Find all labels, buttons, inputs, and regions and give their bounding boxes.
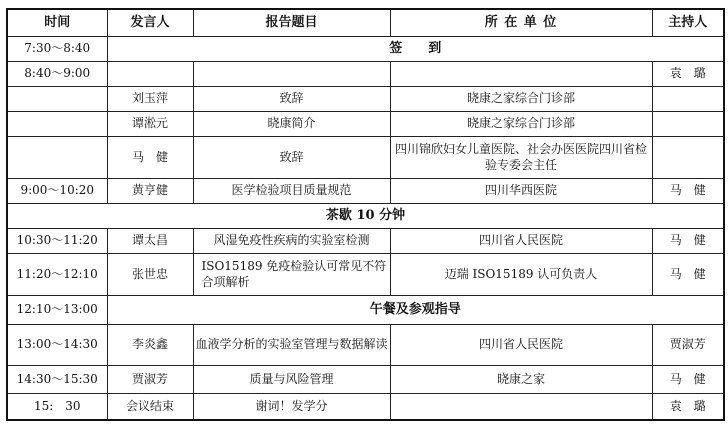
table-row [7, 295, 724, 324]
topic-cell: ISO15189 免疫检验认可常见不符合项解析 [193, 253, 390, 295]
speaker-cell: 刘玉萍 [107, 86, 193, 111]
speaker-cell: 黄亨健 [107, 178, 193, 203]
host-cell: 马 健 [652, 178, 724, 203]
speaker-cell: 会议结束 [107, 393, 193, 420]
table-row [7, 111, 724, 136]
time-cell: 15: 30 [7, 393, 107, 420]
time-cell: 11:20～12:10 [7, 253, 107, 295]
speaker-cell: 谭太昌 [107, 228, 193, 253]
host-cell: 袁 璐 [652, 61, 724, 86]
table-row [7, 228, 724, 253]
signin-cell: 签 到 [107, 36, 724, 61]
speaker-cell: 张世忠 [107, 253, 193, 295]
header-time: 时间 [7, 9, 107, 36]
time-cell: 8:40～9:00 [7, 61, 107, 86]
time-cell: 10:30～11:20 [7, 228, 107, 253]
unit-cell: 四川省人民医院 [390, 228, 652, 253]
host-cell: 马 健 [652, 365, 724, 393]
host-cell [652, 86, 724, 111]
topic-cell: 致辞 [193, 86, 390, 111]
host-cell [652, 111, 724, 136]
topic-cell: 医学检验项目质量规范 [193, 178, 390, 203]
speaker-cell: 谭淞元 [107, 111, 193, 136]
table-row [7, 324, 724, 365]
speaker-cell: 马 健 [107, 136, 193, 178]
time-cell: 9:00～10:20 [7, 178, 107, 203]
topic-cell: 晓康简介 [193, 111, 390, 136]
header-speaker: 发言人 [107, 9, 193, 36]
topic-cell: 致辞 [193, 136, 390, 178]
table-row [7, 393, 724, 420]
topic-cell: 血液学分析的实验室管理与数据解读 [193, 324, 390, 365]
unit-cell: 四川省人民医院 [390, 324, 652, 365]
topic-cell: 风湿免疫性疾病的实验室检测 [193, 228, 390, 253]
host-cell: 马 健 [652, 253, 724, 295]
speaker-cell [107, 61, 193, 86]
header-topic: 报告题目 [193, 9, 390, 36]
unit-cell [390, 393, 652, 420]
unit-cell: 四川华西医院 [390, 178, 652, 203]
speaker-cell: 贾淑芳 [107, 365, 193, 393]
time-cell: 13:00～14:30 [7, 324, 107, 365]
table-row [7, 203, 724, 228]
unit-cell: 迈瑞 ISO15189 认可负责人 [390, 253, 652, 295]
tea-break-cell: 茶歇 10 分钟 [7, 203, 724, 228]
time-cell: 7:30～8:40 [7, 36, 107, 61]
table-row [7, 178, 724, 203]
host-cell: 贾淑芳 [652, 324, 724, 365]
speaker-cell: 李炎鑫 [107, 324, 193, 365]
schedule-table [6, 8, 725, 421]
time-cell: 12:10～13:00 [7, 295, 107, 324]
host-cell: 马 健 [652, 228, 724, 253]
unit-cell: 四川锦欣妇女儿童医院、社会办医医院四川省检验专委会主任 [390, 136, 652, 178]
unit-cell: 晓康之家综合门诊部 [390, 111, 652, 136]
table-row [7, 253, 724, 295]
time-cell [7, 111, 107, 136]
host-cell [652, 136, 724, 178]
time-cell [7, 86, 107, 111]
lunch-cell: 午餐及参观指导 [107, 295, 724, 324]
unit-cell: 晓康之家综合门诊部 [390, 86, 652, 111]
unit-cell [390, 61, 652, 86]
topic-cell: 谢词！发学分 [193, 393, 390, 420]
table-row [7, 86, 724, 111]
table-row [7, 365, 724, 393]
header-host: 主持人 [652, 9, 724, 36]
time-cell [7, 136, 107, 178]
topic-cell [193, 61, 390, 86]
table-row [7, 36, 724, 61]
topic-cell: 质量与风险管理 [193, 365, 390, 393]
header-row [7, 9, 724, 36]
table-row [7, 61, 724, 86]
unit-cell: 晓康之家 [390, 365, 652, 393]
time-cell: 14:30～15:30 [7, 365, 107, 393]
host-cell: 袁 璐 [652, 393, 724, 420]
table-row [7, 136, 724, 178]
header-unit: 所 在 单 位 [390, 9, 652, 36]
